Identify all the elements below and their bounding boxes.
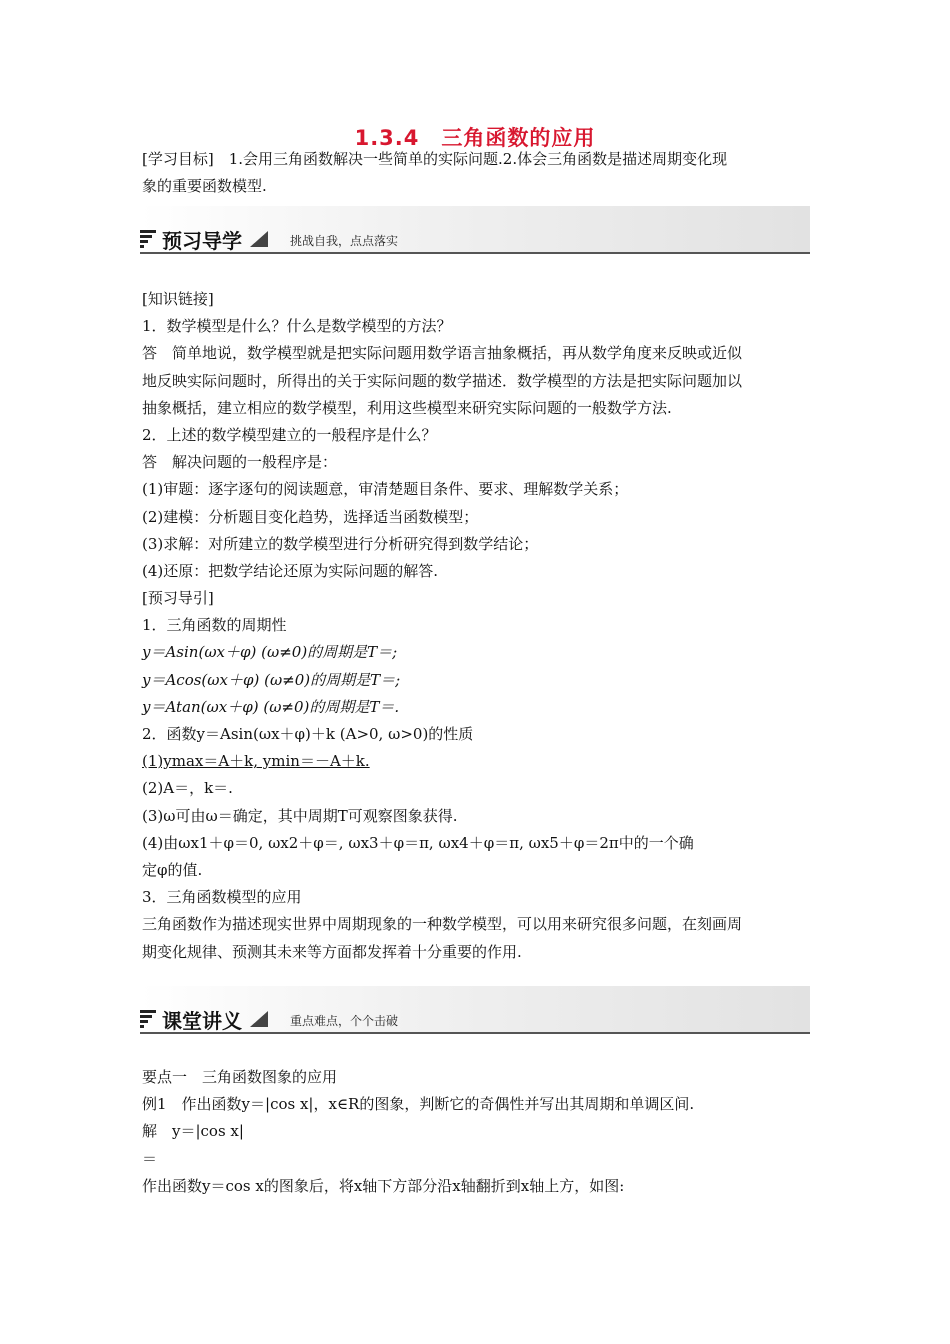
objectives-line: 象的重要函数模型. [142,177,267,196]
text-line: 抽象概括，建立相应的数学模型，利用这些模型来研究实际问题的一般数学方法. [142,398,672,417]
triangle-icon [250,1011,268,1027]
text-line: (1)审题：逐字逐句的阅读题意，审清楚题目条件、要求、理解数学关系； [142,480,629,499]
text-line: 3．三角函数模型的应用 [142,888,302,907]
text-line: 期变化规律、预测其未来等方面都发挥着十分重要的作用. [142,942,522,961]
text-line: 作出函数y＝cos x的图象后，将x轴下方部分沿x轴翻折到x轴上方，如图: [142,1176,625,1195]
text-line: 答 解决问题的一般程序是： [142,453,338,472]
formula-line: (3)ω可由ω＝确定，其中周期T可观察图象获得. [142,806,458,825]
banner-subtitle: 重点难点，个个击破 [290,1014,399,1028]
page-title: 1.3.4 三角函数的应用 [354,126,596,150]
text-line: 1．三角函数的周期性 [142,616,287,635]
banner-heading: 预习导学 [162,228,242,253]
banner-subtitle: 挑战自我，点点落实 [290,234,399,248]
text-line: 例1 作出函数y＝|cos x|，x∈R的图象，判断它的奇偶性并写出其周期和单调区间. [142,1095,695,1114]
text-line: ＝ [142,1149,158,1168]
formula-line: y＝Atan(ωx＋φ) (ω≠0)的周期是T＝. [142,697,400,716]
learning-objectives [142,146,810,200]
text-line: 2．上述的数学模型建立的一般程序是什么？ [142,425,437,444]
banner-heading-group [140,1006,268,1032]
text-line: (4)还原：把数学结论还原为实际问题的解答. [142,561,439,580]
text-line: 2．函数y＝Asin(ωx＋φ)＋k (A>0, ω>0)的性质 [142,725,474,743]
text-line: 1．数学模型是什么？什么是数学模型的方法？ [142,317,452,336]
text-line: 三角函数作为描述现实世界中周期现象的一种数学模型，可以用来研究很多问题，在刻画周 [142,915,743,934]
section-lecture-content [142,1064,810,1200]
formula-line: (2)A＝，k＝. [142,779,233,798]
banner-lecture [140,986,810,1036]
banner-rule [140,1032,810,1034]
text-line: [预习导引] [142,589,214,608]
banner-rule [140,252,810,254]
stripes-icon [140,1010,156,1028]
text-line: (3)求解：对所建立的数学模型进行分析研究得到数学结论； [142,534,539,553]
section-preview-content [142,286,810,966]
formula-line: y＝Acos(ωx＋φ) (ω≠0)的周期是T＝; [142,670,401,689]
text-line: (2)建模：分析题目变化趋势，选择适当函数模型； [142,507,479,526]
banner-heading-group [140,226,268,252]
text-line: 地反映实际问题时，所得出的关于实际问题的数学描述．数学模型的方法是把实际问题加以 [142,371,743,390]
text-line: 答 简单地说，数学模型就是把实际问题用数学语言抽象概括，再从数学角度来反映或近似 [142,344,743,363]
objectives-line: [学习目标] 1.会用三角函数解决一些简单的实际问题.2.体会三角函数是描述周期变化现 [142,150,728,168]
stripes-icon [140,230,156,248]
formula-line: (1)ymax＝A＋k, ymin＝－A＋k. [142,752,370,771]
banner-heading: 课堂讲义 [162,1008,242,1033]
formula-line: y＝Asin(ωx＋φ) (ω≠0)的周期是T＝; [142,643,398,662]
text-line: 要点一 三角函数图象的应用 [142,1068,338,1086]
banner-preview-guide [140,206,810,256]
text-line: [知识链接] [142,290,214,308]
text-line: 定φ的值. [142,860,203,879]
triangle-icon [250,231,268,247]
text-line: 解 y＝|cos x| [142,1122,244,1141]
formula-line: (4)由ωx1＋φ＝0, ωx2＋φ＝, ωx3＋φ＝π, ωx4＋φ＝π, ωx5＋φ＝2π中的一个确 [142,833,694,852]
